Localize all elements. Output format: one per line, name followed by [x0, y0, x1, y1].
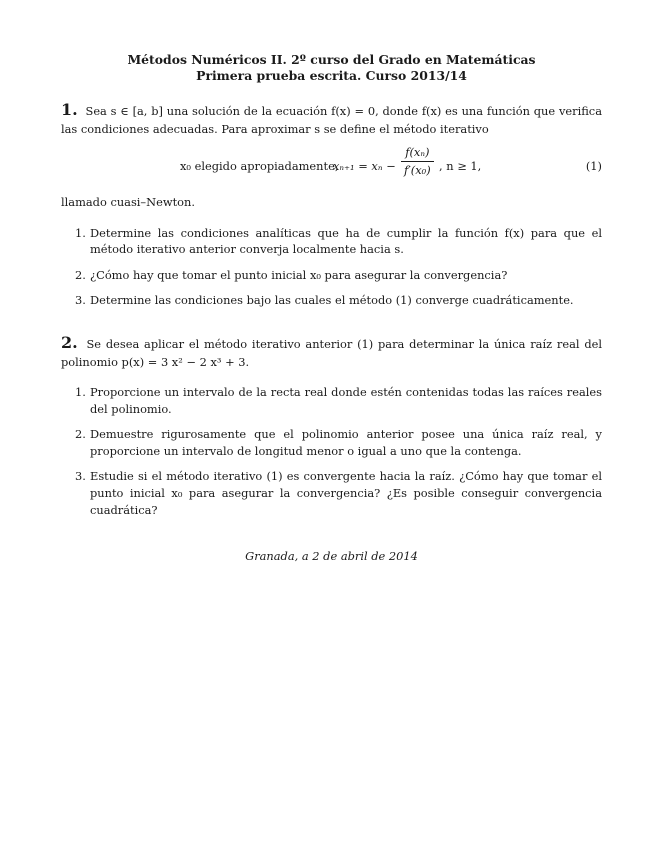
problem-1-items — [61, 225, 602, 309]
problem-1 — [61, 98, 602, 308]
list-item — [61, 384, 602, 417]
item-number: 3. — [75, 469, 86, 484]
equation-left: x₀ elegido apropiadamente, — [180, 158, 339, 173]
problem-2-number: 2. — [61, 332, 78, 352]
item-number: 3. — [75, 293, 86, 308]
title-line-1: Métodos Numéricos II. 2º curso del Grado en Matemáticas — [127, 52, 536, 67]
item-number: 2. — [75, 427, 86, 442]
equation-main: xₙ₊₁ = xₙ − — [333, 158, 396, 173]
list-item — [61, 292, 602, 309]
problem-1-number: 1. — [61, 100, 78, 120]
problem-2-items — [61, 384, 602, 518]
item-text: Demuestre rigurosamente que el polinomio anterior posee una única raíz real, y proporcione un intervalo de longitud menor o igual a uno que la contenga. — [90, 427, 602, 458]
item-text: Determine las condiciones bajo las cuales el método (1) converge cuadráticamente. — [90, 293, 574, 308]
equation-1 — [61, 146, 602, 188]
problem-2-intro: Se desea aplicar el método iterativo anterior (1) para determinar la única raíz real del polinomio p(x) = 3 x² − 2 x³ + 3. — [61, 336, 602, 369]
item-number: 2. — [75, 267, 86, 282]
item-text: Proporcione un intervalo de la recta real donde estén contenidas todas las raíces reales del polinomio. — [90, 385, 602, 416]
list-item — [61, 426, 602, 459]
list-item — [61, 468, 602, 518]
equation-tag: (1) — [585, 158, 602, 173]
equation-denominator: f′(x₀) — [404, 162, 431, 177]
list-item — [61, 267, 602, 284]
problem-1-intro: Sea s ∈ [a, b] una solución de la ecuación f(x) = 0, donde f(x) es una función que verifica las condiciones adecuadas. Para aproximar s se define el método iterativo — [61, 104, 602, 137]
exam-title — [61, 52, 602, 84]
item-text: Determine las condiciones analíticas que ha de cumplir la función f(x) para que el método iterativo anterior converja localmente hacia s. — [90, 225, 602, 257]
title-line-2: Primera prueba escrita. Curso 2013/14 — [196, 68, 467, 84]
exam-page — [61, 52, 602, 565]
equation-fraction — [401, 144, 434, 178]
item-text: Estudie si el método iterativo (1) es convergente hacia la raíz. ¿Cómo hay que tomar el punto inicial x₀ para asegurar la convergencia? ¿Es posible conseguir convergencia cuadrática? — [90, 469, 602, 517]
item-text: ¿Cómo hay que tomar el punto inicial x₀ para asegurar la convergencia? — [90, 267, 508, 282]
item-number: 1. — [75, 385, 86, 400]
list-item — [61, 225, 602, 258]
problem-2 — [61, 331, 602, 518]
equation-numerator: f(xₙ) — [401, 144, 434, 162]
problem-1-after: llamado cuasi–Newton. — [61, 194, 195, 209]
signature: Granada, a 2 de abril de 2014 — [245, 549, 418, 564]
item-number: 1. — [75, 225, 86, 240]
equation-condition: , n ≥ 1, — [439, 158, 482, 173]
